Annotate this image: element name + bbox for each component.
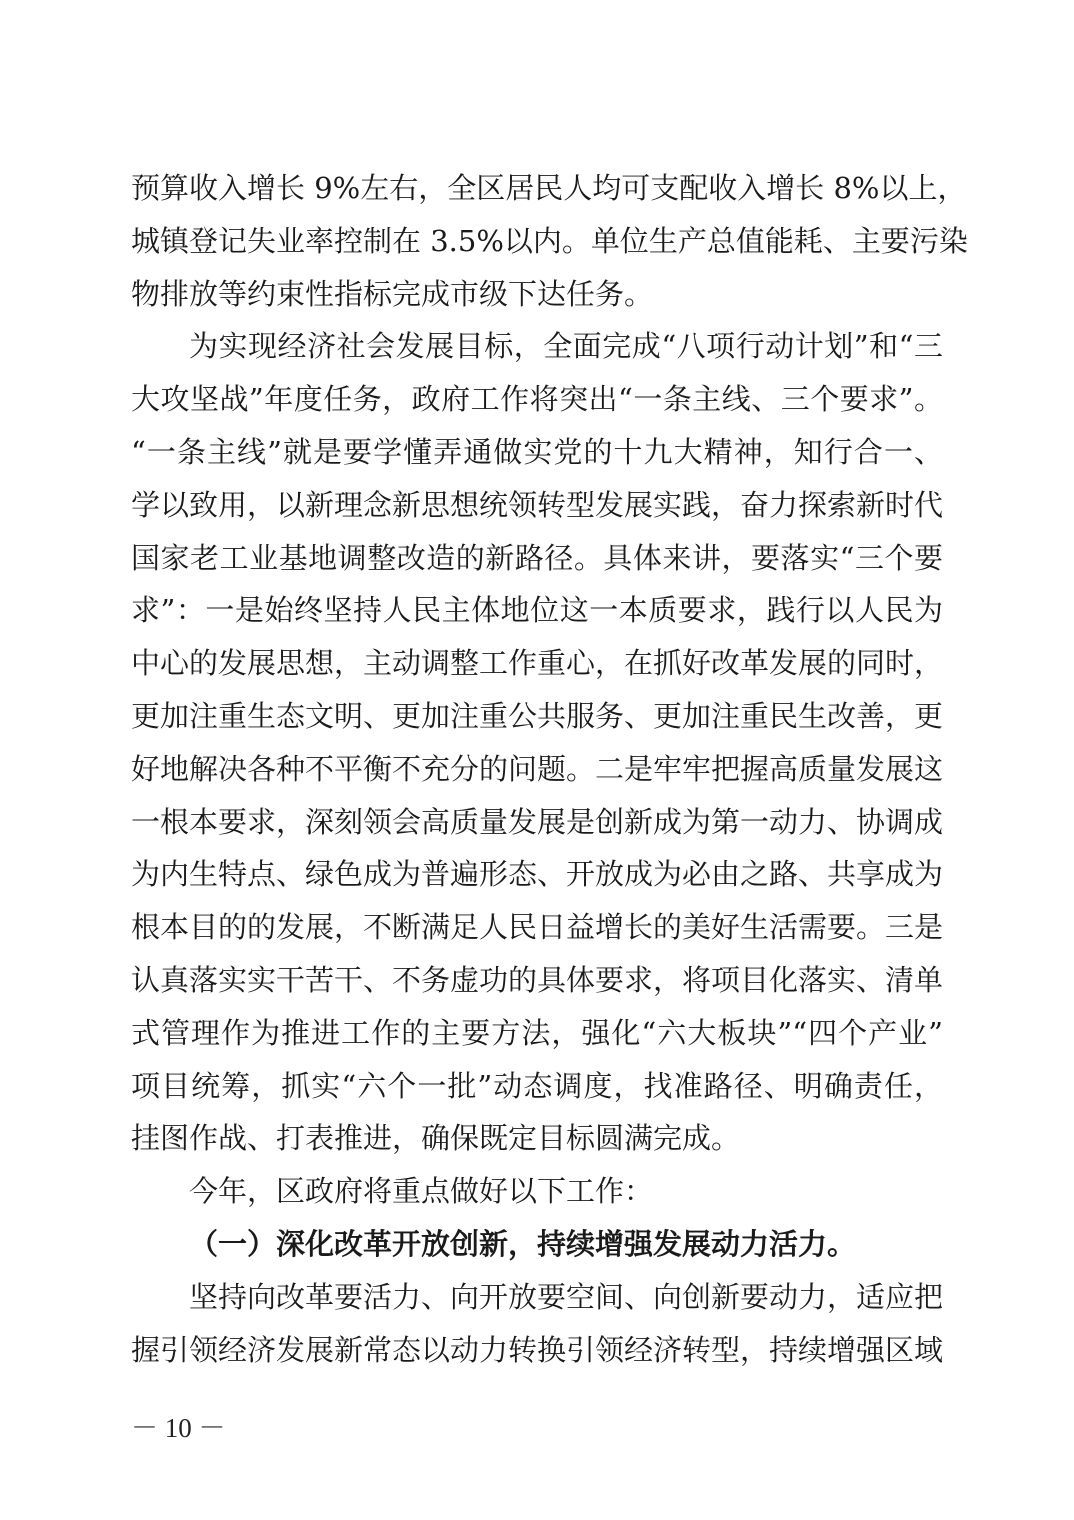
section-heading: （一）深化改革开放创新，持续增强发展动力活力。 [189,1226,857,1261]
text-line: 物排放等约束性指标完成市级下达任务。 [131,276,654,311]
text-line: 握引领经济发展新常态以动力转换引领经济转型，持续增强区域 [131,1332,944,1367]
text-line: “一条主线”就是要学懂弄通做实党的十九大精神，知行合一、 [131,434,943,469]
text-line: 国家老工业基地调整改造的新路径。具体来讲，要落实“三个要 [131,540,943,575]
text-line: 更加注重生态文明、更加注重公共服务、更加注重民生改善，更 [131,698,944,733]
text-line: 为内生特点、绿色成为普遍形态、开放成为必由之路、共享成为 [131,857,944,892]
paragraph-start-line: 今年，区政府将重点做好以下工作： [189,1174,654,1209]
text-line: 挂图作战、打表推进，确保既定目标圆满完成。 [131,1121,741,1156]
text-line: 好地解决各种不平衡不充分的问题。二是牢牢把握高质量发展这 [131,751,944,786]
text-line: 项目统筹，抓实“六个一批”动态调度，找准路径、明确责任， [131,1068,943,1103]
text-line: 式管理作为推进工作的主要方法，强化“六大板块”“四个产业” [131,1015,943,1050]
text-line: 学以致用，以新理念新思想统领转型发展实践，奋力探索新时代 [131,487,944,522]
text-line: 认真落实实干苦干、不务虚功的具体要求，将项目化落实、清单 [131,962,944,997]
paragraph-start-line: 为实现经济社会发展目标，全面完成“八项行动计划”和“三 [189,329,943,364]
text-line: 求”：一是始终坚持人民主体地位这一本质要求，践行以人民为 [131,593,943,628]
document-body [131,162,968,1376]
page-number: － 10 － [131,1413,226,1443]
paragraph-start-line: 坚持向改革要活力、向开放要空间、向创新要动力，适应把 [189,1279,944,1314]
text-line: 预算收入增长 9%左右，全区居民人均可支配收入增长 8%以上， [131,171,967,205]
text-line: 中心的发展思想，主动调整工作重心，在抓好改革发展的同时， [131,646,944,681]
text-line: 城镇登记失业率控制在 3.5%以内。单位生产总值能耗、主要污染 [131,223,968,258]
text-line: 一根本要求，深刻领会高质量发展是创新成为第一动力、协调成 [131,804,944,839]
text-line: 根本目的的发展，不断满足人民日益增长的美好生活需要。三是 [131,910,944,945]
text-line: 大攻坚战”年度任务，政府工作将突出“一条主线、三个要求”。 [131,382,943,417]
